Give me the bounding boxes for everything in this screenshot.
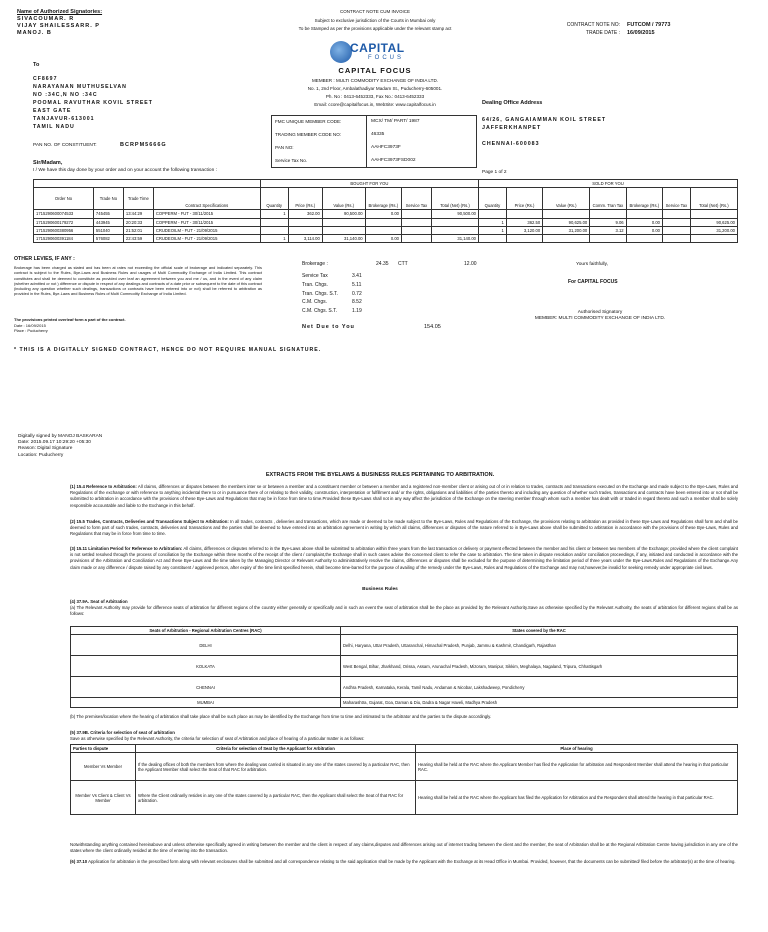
criteria-row: [71, 753, 738, 781]
digital-sign-line: Reason: Digital Signature: [18, 446, 73, 452]
col-header: Quantity: [260, 188, 288, 210]
sold-header: SOLD FOR YOU: [479, 180, 738, 188]
col-header: Quantity: [479, 188, 507, 210]
trade-cell: 1715290600179272: [34, 218, 94, 226]
trade-cell: 1715290600391184: [34, 235, 94, 243]
brokerage-rate: 24.35: [376, 261, 389, 267]
rule-paragraph-2: [70, 519, 738, 538]
col-header: Comm. Tran Tax: [590, 188, 626, 210]
trade-cell: [260, 218, 288, 226]
notwithstanding-text: Notwithstanding anything contained hereinabove and unless otherwise specifically agreed in writing between the member and the client in respect of any claims,disputes and differences arising out of internet trading between the client and the member, the seat of Arbitration shall be at the Regional Arbitration Centre having jurisdiction in any one of the states where the client ordinarily resided at the time of entering into the transaction.: [70, 842, 738, 854]
dealing-office-address: [482, 116, 682, 149]
trade-cell: 1: [479, 226, 507, 234]
trade-cell: COPPERM - FUT - 30/11/2015: [153, 218, 260, 226]
charge-label: Tran. Chgs.: [302, 281, 328, 288]
salutation: Sir/Madam,: [33, 160, 63, 166]
signatories-block: [17, 9, 167, 37]
trade-table: [33, 179, 738, 243]
trade-cell: [479, 235, 507, 243]
member-info-label: PAN NO:: [272, 142, 367, 155]
col-header: Contract Specifications: [153, 188, 260, 210]
client-line: TANJAVUR-613001: [33, 116, 95, 123]
client-line: EAST GATE: [33, 108, 72, 115]
brokerage-label: Brokerage :: [302, 261, 328, 267]
company-name: CAPITAL FOCUS: [338, 66, 412, 75]
trade-cell: [365, 226, 401, 234]
trade-cell: 13:44:29: [123, 210, 153, 218]
signatories-title: Name of Authorized Signatories:: [17, 9, 103, 15]
rule-text: All claims, differences or disputes between the members inter se or between a member and a constituent member or between a member and a registered non-member client or arising out of or in relation to trades, contracts and transactions executed on the Exchange and made subject to the Bye-Laws, Rules and Regulations of the exchange or with reference to anything incidental there to or in pursuance there of or relating to their validity, construction, interpretation or fulfillment and/ or the rights, obligations and liabilities of the parties thereto and including any question of whether such trades, transactions and contracts have been entered into or not shall be submitted to arbitration in accordance with the provisions of these Bye-Laws and Regulations that may be in force from time to time.Provided these Bye-Laws shall not in any way affect the jurisdiction of the Exchange on the steering member through whom such a member has dealt with or traded in regard thereto and such a member shall be solely responsible accountable and liable to the Exchange in this behalf.: [70, 484, 738, 508]
contract-note-label: CONTRACT NOTE NO:: [566, 22, 620, 28]
bought-header: BOUGHT FOR YOU: [260, 180, 478, 188]
trade-cell: 551040: [93, 226, 123, 234]
trade-cell: 90,500.00: [431, 210, 478, 218]
criteria-table: [70, 744, 738, 815]
rule-paragraph-1: [70, 484, 738, 509]
company-address: No. 1, 2nd Floor, Ambalathadiyar Madam St., Puducherry-605001.: [307, 86, 443, 92]
col-header: Value (Rs.): [543, 188, 590, 210]
trade-cell: [288, 218, 322, 226]
rule-heading: (3) 15.11 Limitation Period for Reference to Arbitration:: [70, 546, 183, 551]
jurisdiction-note: Subject to exclusive jurisdiction of the Courts in Mumbai only: [314, 17, 436, 23]
trade-cell: 3,114.00: [288, 235, 322, 243]
rule-heading: (2) 15.5 Trades, Contracts, Deliveries and Transactions Subject to Arbitration:: [70, 519, 229, 524]
levies-provisions: The provisions printed overleaf form a part of the contract.: [14, 317, 126, 322]
trade-cell: [626, 210, 662, 218]
member-info-label: Service Tax No.: [272, 155, 367, 168]
client-address-block: [33, 75, 233, 131]
rule-heading: (6) 37.10: [70, 859, 88, 864]
charge-row: [302, 290, 422, 299]
charge-value: 5.11: [352, 281, 362, 288]
trade-cell: [690, 235, 737, 243]
col-header: Brokerage (Rs.): [626, 188, 662, 210]
rac-header: States covered by the RAC: [341, 627, 738, 635]
client-pan: BCRPM5666G: [120, 142, 167, 148]
criteria-header: Parties to dispute: [71, 745, 136, 753]
rac-row: [71, 635, 738, 656]
col-header: Service Tax: [402, 188, 432, 210]
client-line: NO :34C,N NO :34C: [33, 92, 98, 99]
trade-cell: [431, 218, 478, 226]
col-header: Total (Net) (Rs.): [690, 188, 737, 210]
trade-cell: 9.06: [590, 218, 626, 226]
trade-cell: [543, 210, 590, 218]
company-info: [260, 66, 490, 107]
digital-sign-line: Digitally signed by MANOJ BASKARAN: [18, 434, 103, 439]
business-rules-title: Business Rules: [362, 587, 398, 592]
criteria-hearing: Hearing shall be held at the RAC where the Applicant has filed the Application for Arbitration and the Respondent shall attend the hearing in that particular RAC.: [416, 781, 738, 815]
trade-cell: [402, 210, 432, 218]
digital-sign-line: Location: Puducherry: [18, 452, 64, 458]
dealing-office-line: 64/26, GANGAIAMMAN KOIL STREET: [482, 117, 607, 123]
company-member-line: MEMBER : MULTI COMMODITY EXCHANGE OF INDIA LTD.: [311, 78, 439, 84]
rule-text: In all trades, contracts , deliveries and transactions, which are made or deemed to be made subject to the Bye-Laws, Rules and Regulations of the Exchange, the provisions relating to arbitration as provided in these Bye-Laws and Regulations shall form and shall be deemed to form part of such trades, contracts, deliveries and transactions and the parties shall be deemed to have entered into an arbitration agreement in writing by which all claims, differences or disputes of the nature referred to in Bye-Laws above shall be submitted to arbitration in accordance with the provisions of these Bye-Laws, Rules and Regulations that may be in force from time to time.: [70, 519, 738, 537]
col-header: Value (Rs.): [322, 188, 365, 210]
logo-text-1: CAPITAL: [350, 41, 405, 55]
charge-value: 8.52: [352, 299, 362, 306]
trade-cell: 31,200.00: [690, 226, 737, 234]
yours-faithfully: Yours faithfully,: [576, 262, 608, 267]
trade-cell: 745455: [93, 210, 123, 218]
member-info-label: FMC UNIQUE MEMBER CODE:: [272, 116, 367, 129]
charge-row: [302, 281, 422, 290]
logo-globe-icon: [330, 41, 352, 63]
doc-type: CONTRACT NOTE CUM INVOICE: [340, 9, 410, 14]
trade-cell: [479, 210, 507, 218]
logo-text-2: FOCUS: [368, 55, 404, 61]
trade-cell: [663, 218, 691, 226]
col-header: Brokerage (Rs.): [365, 188, 401, 210]
col-header: Price (Rs.): [288, 188, 322, 210]
dealing-office-line: [482, 132, 682, 140]
rac-states: Andhra Pradesh, Karnataka, Kerala, Tamil Nadu, Andaman & Nicobar, Lakshadweep, Pondicherry: [341, 677, 738, 698]
trade-row: [34, 235, 738, 243]
rule-paragraph-3: [70, 546, 738, 571]
levies-place: Place : Puducherry: [14, 328, 48, 333]
trade-cell: [506, 235, 542, 243]
criteria-header-row: [71, 745, 738, 753]
member-info-value: AAHFC3973FSD002: [371, 157, 416, 163]
signature-member: MEMBER: MULTI COMMODITY EXCHANGE OF INDIA LTD.: [534, 315, 666, 321]
col-header: Order No: [34, 188, 94, 210]
ctt-label: CTT: [398, 261, 408, 267]
member-info-label: TRADING MEMBER CODE NO:: [272, 129, 367, 142]
net-due-value: 154.05: [424, 324, 441, 330]
trade-cell: 0.00: [365, 210, 401, 218]
net-due-label: Net Due to You: [302, 324, 355, 330]
rac-seat: MUMBAI: [71, 698, 341, 708]
seat-section: [70, 599, 738, 618]
trade-cell: COPPERM - FUT - 30/11/2015: [153, 210, 260, 218]
digital-signature-block: [18, 434, 102, 459]
trade-cell: 443945: [93, 218, 123, 226]
company-phone: Ph. No : 0413-6452333, Fax No.: 0413-6452333: [325, 93, 425, 99]
seat-text: (a) The Relevant Authority may provide for difference seats of arbitration for different regions of the country either generally or specifically and in such an event the seat of arbitration shall be the place as provided by the Relevant Authority.Save as otherwise specified by the Relevant Authority, the seats of arbitration for different regions shall be as follows:: [70, 605, 738, 617]
rac-row: [71, 677, 738, 698]
criteria-selection: Where the Client ordinarily resides in any one of the states covered by a particular RAC, then the Applicant shall select the Seat of that RAC for arbitration.: [136, 781, 416, 815]
trade-cell: 90,500.00: [322, 210, 365, 218]
criteria-parties: Member Vs Client & Client Vs Member: [71, 781, 136, 815]
rac-header-row: [71, 627, 738, 635]
trade-table-body: [34, 210, 738, 243]
rule-text: Application for arbitration in the prescribed form along with relevant enclosures shall be submitted and all correspondence relating to the said application shall be made by the Applicant with the Exchange at its Head Office in Mumbai. Provided, however, that the documents can be submitted/ filed before the arbitrator(s) at the time of hearing.: [88, 859, 736, 864]
rac-table: [70, 626, 738, 708]
signature-authorised: [480, 310, 720, 322]
trade-cell: 1715290600074533: [34, 210, 94, 218]
charge-label: Service Tax: [302, 273, 328, 279]
authorised-signatory: Authorised Signatory: [577, 310, 623, 315]
blank-header: [34, 180, 261, 188]
trade-cell: 576082: [93, 235, 123, 243]
trade-cell: [322, 226, 365, 234]
intro-text: I / We have this day done by your order and on your account the following transaction :: [33, 168, 217, 173]
digital-sign-line: Date: 2015.09.17 10:29:20 +05:30: [18, 440, 91, 446]
criteria-row: [71, 781, 738, 815]
trade-cell: 31,140.00: [322, 235, 365, 243]
to-label: To: [33, 62, 40, 68]
trade-table-group-header: [34, 180, 738, 188]
criteria-selection: If the dealing offices of both the members from where the dealing was carried is situated in any one of the states covered by a particular RAC, then the Applicant Member shall select the Seat of that RAC for arbitration.: [136, 753, 416, 781]
dealing-office-line: JAFFERKHANPET: [482, 125, 542, 132]
trade-cell: [402, 218, 432, 226]
trade-cell: [260, 226, 288, 234]
trade-cell: [663, 235, 691, 243]
trade-cell: [663, 226, 691, 234]
seat-heading: (4) 37.9A. Seat of Arbitration: [70, 599, 128, 604]
criteria-text: Save as otherwise specified by the Relevant Authority, the criteria for selection of seat of Arbitration and place of hearing of a particular matter is as follows:: [70, 736, 365, 742]
client-line: TAMIL NADU: [33, 124, 75, 131]
trade-cell: [288, 226, 322, 234]
trade-row: [34, 210, 738, 218]
levies-title: OTHER LEVIES, IF ANY :: [14, 256, 75, 262]
rac-seat: DELHI: [71, 635, 341, 656]
trade-date: 16/09/2015: [627, 29, 655, 36]
digital-contract-note: * THIS IS A DIGITALLY SIGNED CONTRACT, HENCE DO NOT REQUIRE MANUAL SIGNATURE.: [14, 347, 322, 353]
trade-cell: 3,120.00: [506, 226, 542, 234]
member-info-row: [272, 116, 477, 129]
trade-cell: 1715290600380956: [34, 226, 94, 234]
charges-list: [302, 272, 422, 316]
for-company: For CAPITAL FOCUS: [568, 279, 618, 285]
stamp-note: To be Stamped as per the provisions applicable under the relevant stamp act: [298, 26, 452, 32]
trade-cell: [431, 226, 478, 234]
trade-cell: 0.00: [365, 235, 401, 243]
criteria-header: Criteria for selection of Seat by the Applicant for Arbitration: [136, 745, 416, 753]
pan-label: PAN NO. OF CONSTITUENT:: [33, 143, 97, 148]
charge-row: [302, 298, 422, 307]
trade-cell: [322, 218, 365, 226]
trade-cell: 22:43:59: [123, 235, 153, 243]
header-center: [260, 9, 490, 32]
trade-cell: [690, 210, 737, 218]
trade-cell: 0.00: [626, 226, 662, 234]
rac-states: Maharashtra, Gujarat, Goa, Daman & Diu, Dadra & Nagar Haveli, Madhya Pradesh: [341, 698, 738, 708]
col-header: Trade No: [93, 188, 123, 210]
rac-states: West Bengal, Bihar, Jharkhand, Orissa, Assam, Arunachal Pradesh, Mizoram, Manipur, Sikkim, Meghalaya, Nagaland, Tripura, Chhattisgarh: [341, 656, 738, 677]
col-header: Total (Net) (Rs.): [431, 188, 478, 210]
trade-cell: 1: [260, 235, 288, 243]
member-info-table: [271, 115, 477, 168]
trade-cell: 20:20:33: [123, 218, 153, 226]
trade-cell: [402, 226, 432, 234]
col-header: Service Tax: [663, 188, 691, 210]
trade-cell: 1: [479, 218, 507, 226]
rule-paragraph-6: [70, 859, 738, 865]
rac-row: [71, 656, 738, 677]
trade-cell: [590, 235, 626, 243]
seat-b-text: (b) The premises/location where the hearing of arbitration shall take place shall be such place as may be identified by the Exchange from time to time and intimated to the arbitrator and the parties to the dispute accordingly.: [70, 714, 492, 719]
rule-heading: (1) 15.4 Reference to Arbitration:: [70, 484, 137, 489]
trade-cell: CRUDEOILM - FUT - 21/09/2015: [153, 226, 260, 234]
levies-date: Date : 16/09/2015: [14, 323, 46, 328]
dealing-office-title: Dealing Office Address: [482, 100, 543, 106]
trade-cell: 90,625.00: [543, 218, 590, 226]
member-info-row: [272, 142, 477, 155]
charge-value: 3.41: [352, 273, 362, 279]
member-info-value: AAHFC3973F: [371, 145, 401, 150]
criteria-section: [70, 730, 738, 742]
criteria-hearing: Hearing shall be held at the RAC where the Applicant Member has filed the Application for arbitration and Respondent Member shall attend the hearing in that particular RAC.: [416, 753, 738, 781]
client-line: NARAYANAN MUTHUSELVAN: [33, 84, 127, 91]
ctt-value: 12.00: [464, 261, 477, 267]
company-email: Email: ccore@capitalfocus.in, WebSite: www.capitalfocus.in: [314, 101, 436, 107]
trade-cell: 362.00: [288, 210, 322, 218]
trade-cell: 3.12: [590, 226, 626, 234]
client-code: CF8697: [33, 76, 58, 82]
contract-note-no: FUTCOM / 79773: [627, 22, 671, 28]
rules-title: EXTRACTS FROM THE BYELAWS & BUSINESS RULES PERTAINING TO ARBITRATION.: [265, 472, 495, 478]
criteria-heading: (5) 37.9B. Criteria for selection of seat of arbitration: [70, 730, 175, 735]
member-info-value: 46335: [371, 132, 385, 137]
trade-cell: [590, 210, 626, 218]
trade-cell: [506, 210, 542, 218]
charge-row: [302, 272, 422, 281]
trade-cell: 0.00: [626, 218, 662, 226]
signatory-2: VIJAY SHAILESSARR. P: [17, 22, 100, 29]
client-line: POOMAL RAVUTHAR KOVIL STREET: [33, 100, 153, 107]
member-info-row: [272, 155, 477, 168]
company-logo: [330, 40, 420, 66]
criteria-parties: Member Vs Member: [71, 753, 136, 781]
trade-cell: 21:52:01: [123, 226, 153, 234]
trade-row: [34, 218, 738, 226]
trade-cell: CRUDEOILM - FUT - 21/09/2015: [153, 235, 260, 243]
charge-value: 1.19: [352, 308, 362, 314]
dealing-office-line: CHENNAI-600083: [482, 141, 540, 148]
trade-cell: 1: [260, 210, 288, 218]
rac-row: [71, 698, 738, 708]
trade-cell: [663, 210, 691, 218]
trade-row: [34, 226, 738, 234]
signatory-3: MANOJ. B: [17, 29, 52, 36]
rac-seat: KOLKATA: [71, 656, 341, 677]
trade-cell: 90,625.00: [690, 218, 737, 226]
col-header: Price (Rs.): [506, 188, 542, 210]
trade-table-columns: [34, 188, 738, 210]
page-info: Page 1 of 2: [482, 170, 507, 175]
charge-value: 0.72: [352, 290, 362, 297]
rac-seat: CHENNAI: [71, 677, 341, 698]
contract-note-block: [500, 22, 620, 37]
col-header: Trade Time: [123, 188, 153, 210]
contract-note-values: [627, 22, 737, 37]
charge-label: C.M. Chgs. S.T.: [302, 308, 338, 314]
trade-cell: [543, 235, 590, 243]
rac-header: Seats of Arbitration - Regional Arbitration Centres (RAC): [71, 627, 341, 635]
trade-cell: [365, 218, 401, 226]
charge-label: Tran. Chgs. S.T.: [302, 290, 338, 297]
member-info-row: [272, 129, 477, 142]
member-info-value: MCX/ TM/ PART/ 1987: [371, 119, 420, 125]
trade-cell: [402, 235, 432, 243]
trade-cell: 31,200.00: [543, 226, 590, 234]
signatory-1: SIVACOUMAR. R: [17, 15, 75, 22]
charge-label: C.M. Chgs.: [302, 299, 328, 306]
trade-cell: [626, 235, 662, 243]
levies-text: Brokerage has been charged as stated and has been at rates not exceeding the official scale of brokerage and indicated separately. This contract is subject to the Rules, Bye-Laws and Business Rules and usages of Multi Commodity Exchange of India Limited. This contract constitutes and shall be deemed to constitute as provided over leaf an agreement between you and me / us, and in the event of any claim (whether admitted or not ) difference or dispute in respect of any dealings and contracts of a date prior or subsequent to the date of this contract (including any question whether such dealings, transactions or contracts have been entered into or not) shall be referred to arbitration as provided in the Rules, Bye-Laws and Business Rules of Multi Commodity Exchange of India Limited.: [14, 265, 262, 297]
rule-text: All claims, differences or disputes referred to in the Bye-Laws above shall be submitted to arbitration within three years from the last transaction or delivery or payment effected between the member and his client or between two members of the Exchange; provided where the client complaint is not settled resolved through the process of conciliation by the Exchange within three months of the receipt of the client / complaint,the Exchange shall in such cases advise the concerned client to refer the case to arbitration. The time taken in dispute resolution and/or conciliation proceedings, if any, initiated and conducted in accordance with the provisions of the Arbitration and Conciliation Act and these Bye-Laws and the time taken by the Managing Director or Relevant Authority to administratively resolve the claims, differences or disputes shall be excluded for the purpose of determining the limitation period of three years under the Bye-Laws.Rules and Regulations of the Exchange.Any claim made or any difference / dispute raised by any constituent / aggrieved person, after expiry of the time limit specified herein, shall become time-barred for the purpose of availing of the remedy under the Bye-Laws, Rules and Regulations of the Exchange and may not,however,be invalid for seeking remedy under appropriate civil laws.: [70, 546, 738, 570]
trade-cell: 31,140.00: [431, 235, 478, 243]
trade-date-label: TRADE DATE :: [585, 30, 620, 37]
charge-row: [302, 307, 422, 316]
trade-cell: 362.50: [506, 218, 542, 226]
criteria-header: Place of hearing: [416, 745, 738, 753]
rac-states: Delhi, Haryana, Uttar Pradesh, Uttaranchal, Himachal Pradesh, Punjab, Jammu & Kashmir, Chandigarh, Rajasthan: [341, 635, 738, 656]
